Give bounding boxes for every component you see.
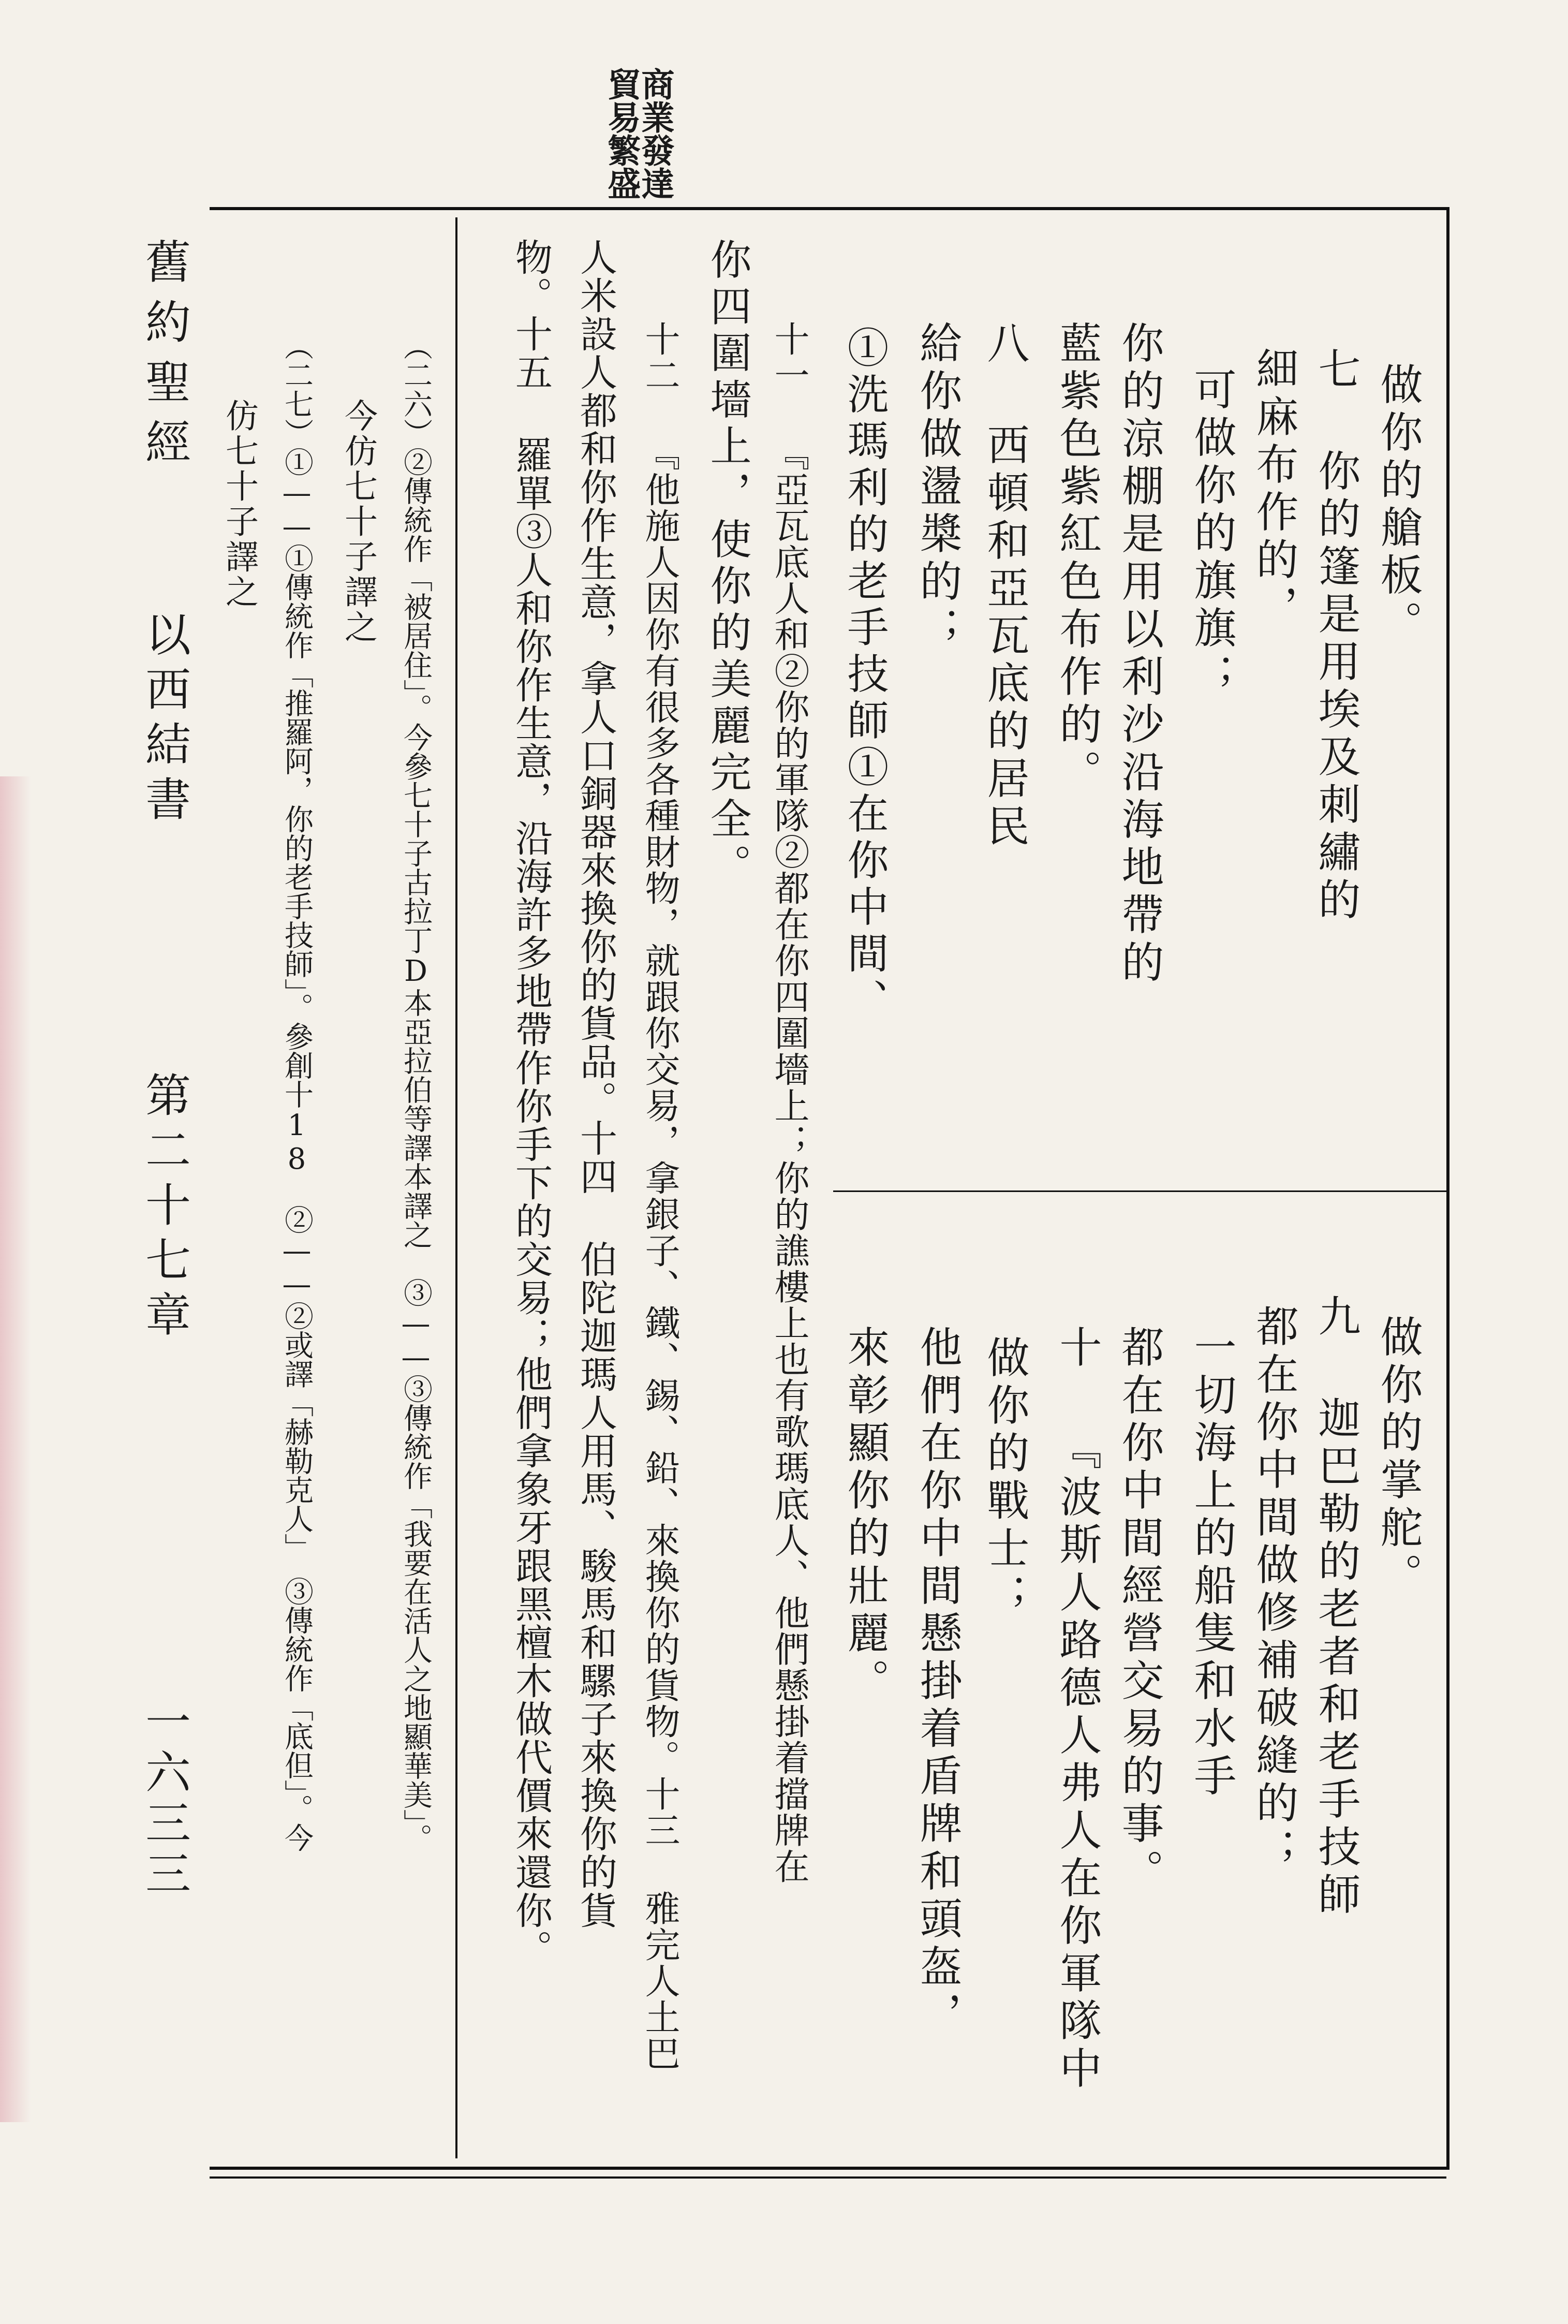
poetry-line: 七 你的篷是用埃及刺繡的 [1311,347,1360,925]
side-note-col2: 貿易繁盛 [602,67,641,200]
prose-line: 十一 『亞瓦底人和②你的軍隊②都在你四圍墻上；你的譙樓上也有歌瑪底人、他們懸掛着擋牌在 [768,321,809,1885]
footnote-line: （二六）②傳統作「被居住」。今參七十子古拉丁D本亞拉伯等譯本譯之 ③——③傳統作「我要在活人之地顯華美」。 [399,331,433,1852]
footnote-line: 仿七十子譯之 [220,399,258,610]
prose-line: 你四圍墻上，使你的美麗完全。 [703,238,751,890]
footnote-divider [455,217,457,2158]
poetry-line: 十 『波斯人路德人弗人在你軍隊中 [1053,1325,1102,2094]
poetry-line: 做你的艙板。 [1373,362,1423,648]
frame-bottom-rule [210,2176,1446,2179]
page-number: 一六三三 [138,1698,191,1901]
footnote-line: 今仿七十子譯之 [339,399,377,645]
poetry-line: 都在你中間經營交易的事。 [1115,1325,1164,1896]
prose-line: 物。十五 羅單③人和你作生意，沿海許多地帶作你手下的交易；他們拿象牙跟黑檀木做代價來還你。 [509,238,553,1968]
poetry-line: 他們在你中間懸掛着盾牌和頭盔， [913,1325,962,2039]
chapter-label: 第二十七章 [138,1071,191,1346]
page-stain [0,776,31,2122]
book-name: 以西結書 [138,611,191,830]
prose-line: 十二 『他施人因你有很多各種財物，就跟你交易，拿銀子、鐵、錫、鉛、來換你的貨物。十三 雅完人土巴 [639,321,680,2071]
poetry-line: 來彰顯你的壯麗。 [840,1325,890,1706]
book-title: 舊約聖經 [138,238,191,478]
poetry-line: 做你的戰士； [980,1335,1029,1621]
poetry-line: 藍紫色紫紅色布作的。 [1053,321,1102,797]
poetry-line: 你的涼棚是用以利沙沿海地帶的 [1115,321,1164,988]
poetry-line: 做你的掌舵。 [1373,1315,1423,1600]
poetry-line: 九 迦巴勒的老者和老手技師 [1311,1294,1360,1920]
prose-line: 人米設人都和你作生意，拿人口銅器來換你的貨品。十四 伯陀迦瑪人用馬、駿馬和騾子來換你的貨 [574,238,617,1930]
poetry-line: 一切海上的船隻和水手 [1187,1325,1236,1801]
poetry-line: 可做你的旗旗； [1187,367,1236,701]
footnote-line: （二七）①——①傳統作「推羅阿，你的老手技師」。參創十18 ②——②或譯「赫勒克人」 ③傳統作「底但」。今 [280,331,314,1852]
poetry-line: 八 西頓和亞瓦底的居民 [980,321,1029,851]
prose-line: ①洗瑪利的老手技師①在你中間、 [840,326,889,1025]
poetry-line: 細麻布作的， [1249,347,1298,633]
side-note-col1: 商業發達 [635,67,675,200]
poetry-line: 給你做盪槳的； [913,321,962,654]
poetry-line: 都在你中間做修補破縫的； [1249,1304,1298,1876]
poetry-split-rule [833,1190,1446,1192]
